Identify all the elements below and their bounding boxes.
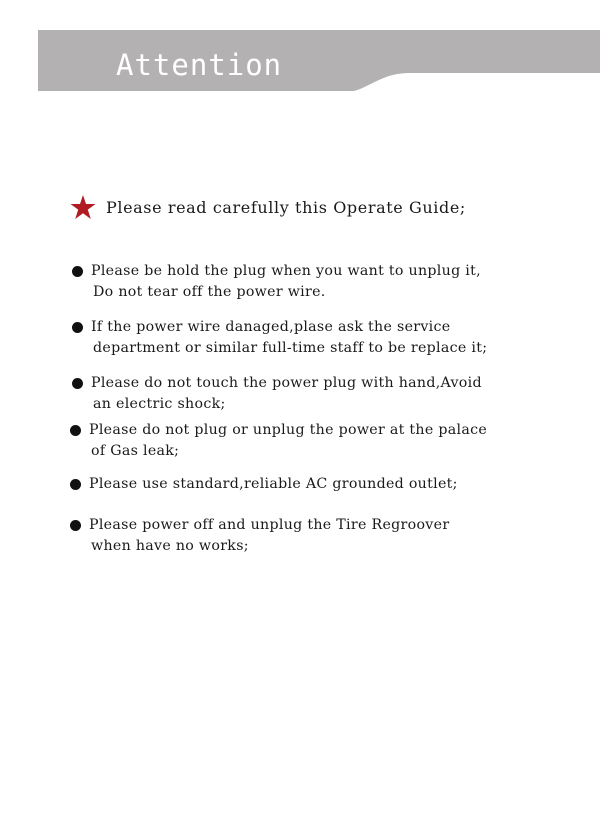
- bullet-icon: [70, 479, 81, 490]
- intro-text: Please read carefully this Operate Guide;: [106, 197, 466, 217]
- list-item-line: Please power off and unplug the Tire Regroover: [89, 517, 450, 533]
- list-item-line: an electric shock;: [93, 396, 226, 412]
- star-icon: [70, 194, 96, 220]
- list-item: [70, 515, 449, 557]
- attention-header: [38, 30, 600, 91]
- list-item: [72, 373, 482, 415]
- bullet-icon: [72, 266, 83, 277]
- list-item-line: Please use standard,reliable AC grounded outlet;: [89, 476, 458, 492]
- list-item-line: Please do not touch the power plug with hand,Avoid: [91, 375, 482, 391]
- bullet-icon: [72, 322, 83, 333]
- page-title: Attention: [116, 48, 283, 82]
- bullet-icon: [70, 520, 81, 531]
- intro-line: [70, 194, 466, 220]
- list-item-line: Do not tear off the power wire.: [93, 284, 326, 300]
- list-item-line: Please do not plug or unplug the power at the palace: [89, 422, 488, 438]
- list-item-line: Please be hold the plug when you want to unplug it,: [91, 263, 481, 279]
- bullet-icon: [72, 378, 83, 389]
- list-item-line: when have no works;: [91, 538, 249, 554]
- list-item: [72, 261, 481, 303]
- list-item-line: of Gas leak;: [91, 443, 180, 459]
- list-item: [70, 420, 487, 462]
- bullet-icon: [70, 425, 81, 436]
- list-item-line: If the power wire danaged,plase ask the service: [91, 319, 451, 335]
- list-item-line: department or similar full-time staff to be replace it;: [93, 340, 488, 356]
- list-item: [72, 317, 487, 359]
- list-item: [70, 474, 458, 495]
